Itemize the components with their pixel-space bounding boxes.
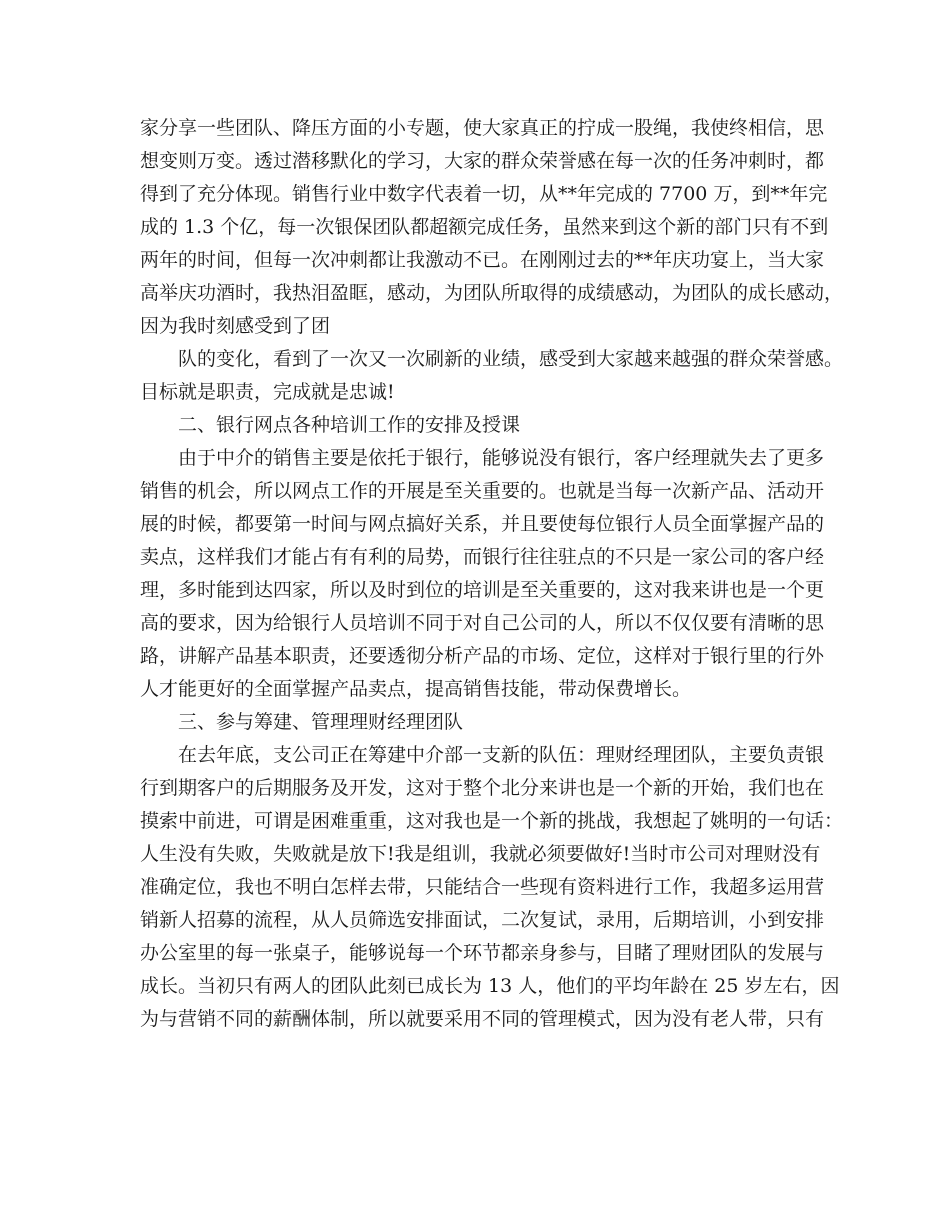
text-line: 家分享一些团队、降压方面的小专题，使大家真正的拧成一股绳，我使终相信，思 [140, 117, 825, 139]
text-line: 成长。当初只有两人的团队此刻已成长为 13 人，他们的平均年龄在 25 岁左右，因 [140, 975, 840, 997]
text-line: 因为我时刻感受到了团 [140, 315, 331, 337]
text-line: 人生没有失败，失败就是放下!我是组训，我就必须要做好!当时市公司对理财没有 [140, 843, 821, 865]
text-line: 销售的机会，所以网点工作的开展是至关重要的。也就是当每一次新产品、活动开 [140, 480, 825, 502]
text-line: 三、参与筹建、管理理财经理团队 [178, 711, 464, 733]
text-line: 路，讲解产品基本职责，还要透彻分析产品的市场、定位，这样对于银行里的行外 [140, 645, 825, 667]
text-line: 为与营销不同的薪酬体制，所以就要采用不同的管理模式，因为没有老人带，只有 [140, 1008, 825, 1030]
text-line: 展的时候，都要第一时间与网点搞好关系，并且要使每位银行人员全面掌握产品的 [140, 513, 825, 535]
text-line: 高的要求，因为给银行人员培训不同于对自己公司的人，所以不仅仅要有清晰的思 [140, 612, 825, 634]
text-line: 由于中介的销售主要是依托于银行，能够说没有银行，客户经理就失去了更多 [178, 447, 825, 469]
text-line: 两年的时间，但每一次冲刺都让我激动不已。在刚刚过去的**年庆功宴上，当大家 [140, 249, 825, 271]
text-line: 行到期客户的后期服务及开发，这对于整个北分来讲也是一个新的开始，我们也在 [140, 777, 825, 799]
text-line: 摸索中前进，可谓是困难重重，这对我也是一个新的挑战，我想起了姚明的一句话： [140, 810, 844, 832]
text-line: 二、银行网点各种培训工作的安排及授课 [178, 414, 521, 436]
text-line: 成的 1.3 个亿，每一次银保团队都超额完成任务，虽然来到这个新的部门只有不到 [140, 216, 829, 238]
text-line: 得到了充分体现。销售行业中数字代表着一切，从**年完成的 7700 万，到**年完 [140, 183, 828, 205]
text-line: 在去年底，支公司正在筹建中介部一支新的队伍：理财经理团队，主要负责银 [178, 744, 825, 766]
text-line: 想变则万变。透过潜移默化的学习，大家的群众荣誉感在每一次的任务冲刺时，都 [140, 150, 825, 172]
text-line: 队的变化，看到了一次又一次刷新的业绩，感受到大家越来越强的群众荣誉感。 [178, 348, 844, 370]
text-line: 准确定位，我也不明白怎样去带，只能结合一些现有资料进行工作，我超多运用营 [140, 876, 825, 898]
text-line: 理，多时能到达四家，所以及时到位的培训是至关重要的，这对我来讲也是一个更 [140, 579, 825, 601]
text-line: 目标就是职责，完成就是忠诚! [140, 381, 395, 403]
text-line: 办公室里的每一张桌子，能够说每一个环节都亲身参与，目睹了理财团队的发展与 [140, 942, 825, 964]
text-line: 人才能更好的全面掌握产品卖点，提高销售技能，带动保费增长。 [140, 678, 692, 700]
text-line: 卖点，这样我们才能占有有利的局势，而银行往往驻点的不只是一家公司的客户经 [140, 546, 825, 568]
document-body [140, 112, 844, 1036]
text-line: 销新人招募的流程，从人员筛选安排面试，二次复试，录用，后期培训，小到安排 [140, 909, 825, 931]
text-line: 高举庆功酒时，我热泪盈眶，感动，为团队所取得的成绩感动，为团队的成长感动， [140, 282, 844, 304]
